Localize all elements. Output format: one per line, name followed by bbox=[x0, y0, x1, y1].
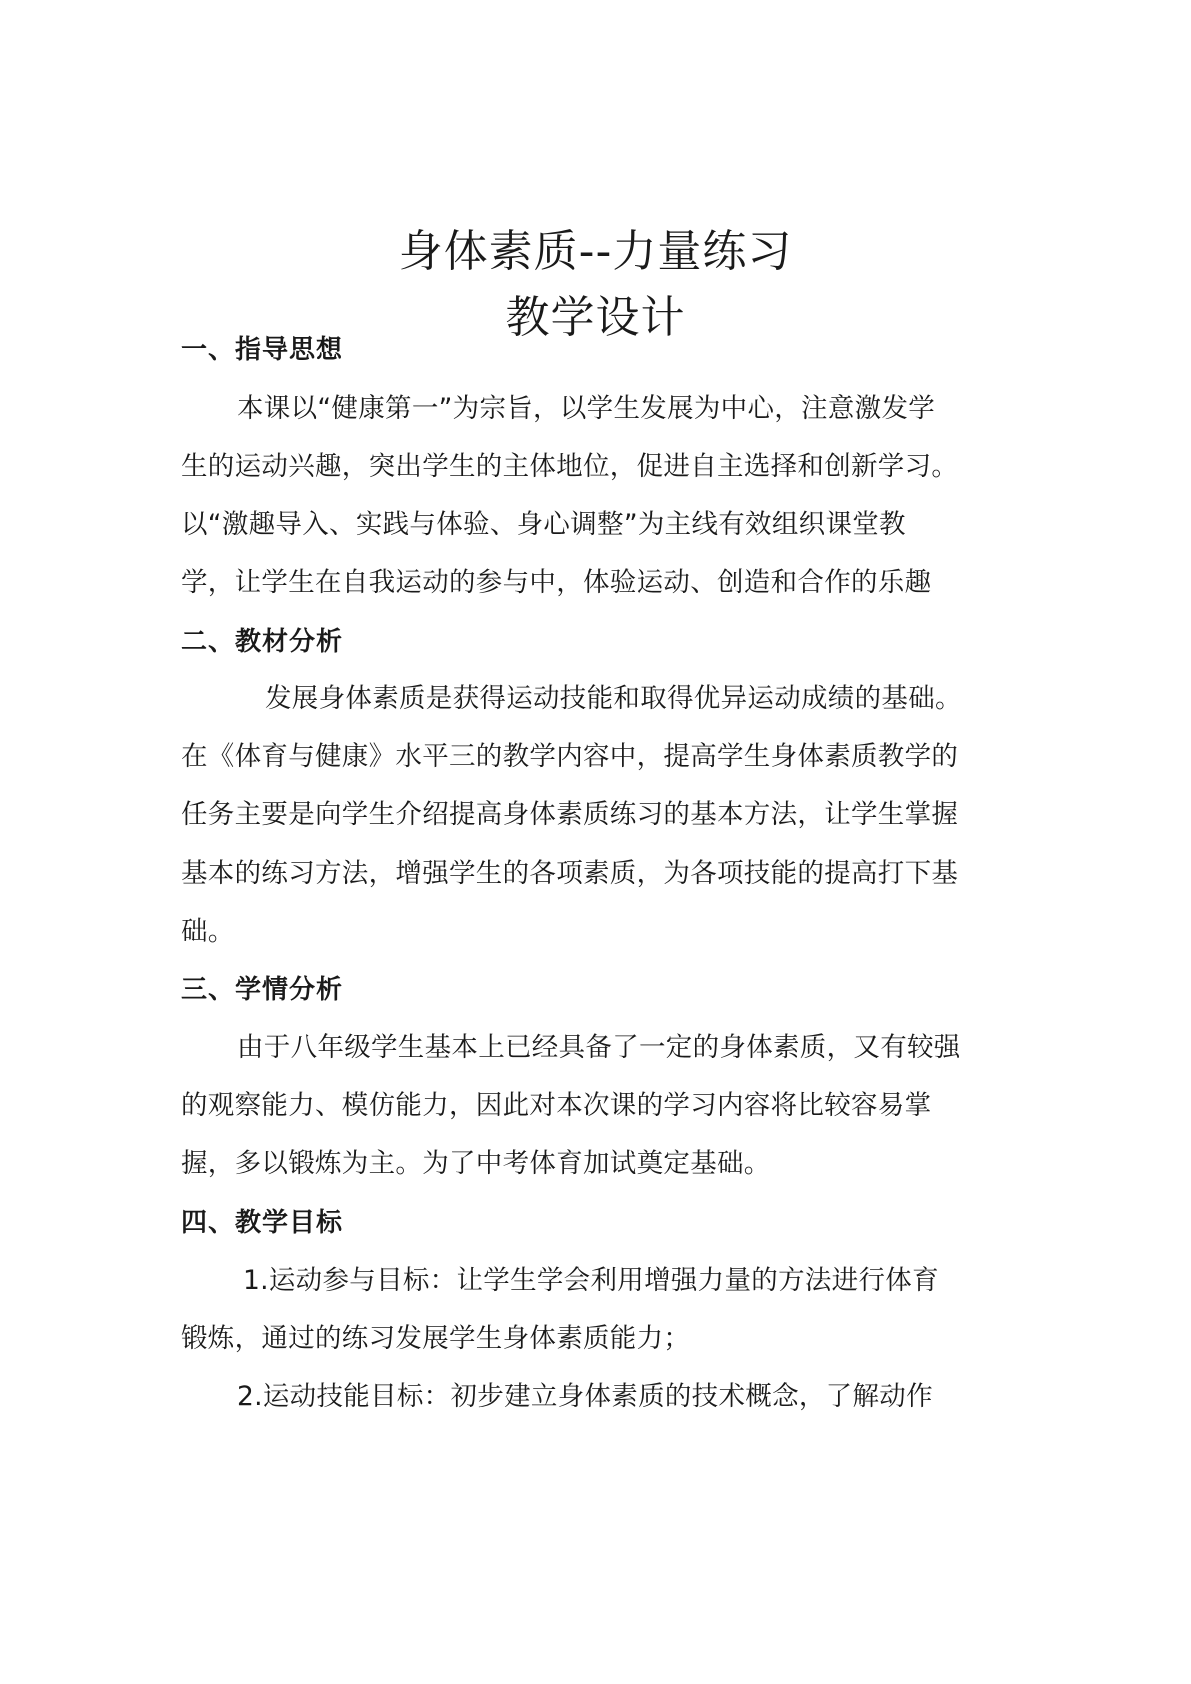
paragraph-line: 础。 bbox=[181, 916, 235, 947]
section-heading-material-analysis: 二、教材分析 bbox=[181, 627, 344, 657]
paragraph-line: 以“激趣导入、实践与体验、身心调整”为主线有效组织课堂教 bbox=[181, 509, 906, 540]
paragraph-line: 锻炼，通过的练习发展学生身体素质能力； bbox=[181, 1323, 691, 1354]
paragraph-line: 在《体育与健康》水平三的教学内容中，提高学生身体素质教学的 bbox=[181, 741, 959, 772]
section-heading-teaching-goals: 四、教学目标 bbox=[181, 1208, 344, 1238]
paragraph-line: 握，多以锻炼为主。为了中考体育加试奠定基础。 bbox=[181, 1148, 771, 1179]
document-subtitle: 教学设计 bbox=[505, 292, 686, 343]
paragraph-line: 任务主要是向学生介绍提高身体素质练习的基本方法，让学生掌握 bbox=[181, 799, 959, 830]
paragraph-line: 由于八年级学生基本上已经具备了一定的身体素质，又有较强 bbox=[237, 1032, 961, 1063]
section-heading-student-analysis: 三、学情分析 bbox=[181, 975, 344, 1005]
section-heading-guiding-ideology: 一、指导思想 bbox=[181, 335, 344, 365]
paragraph-line: 学，让学生在自我运动的参与中，体验运动、创造和合作的乐趣 bbox=[181, 567, 932, 598]
paragraph-line: 2.运动技能目标：初步建立身体素质的技术概念，了解动作 bbox=[237, 1381, 933, 1412]
paragraph-line: 1.运动参与目标：让学生学会利用增强力量的方法进行体育 bbox=[243, 1265, 939, 1296]
document-title: 身体素质--力量练习 bbox=[398, 226, 793, 277]
paragraph-line: 发展身体素质是获得运动技能和取得优异运动成绩的基础。 bbox=[265, 683, 962, 714]
paragraph-line: 基本的练习方法，增强学生的各项素质，为各项技能的提高打下基 bbox=[181, 858, 959, 889]
paragraph-line: 本课以“健康第一”为宗旨，以学生发展为中心，注意激发学 bbox=[237, 393, 936, 424]
paragraph-line: 的观察能力、模仿能力，因此对本次课的学习内容将比较容易掌 bbox=[181, 1090, 932, 1121]
paragraph-line: 生的运动兴趣，突出学生的主体地位，促进自主选择和创新学习。 bbox=[181, 451, 959, 482]
